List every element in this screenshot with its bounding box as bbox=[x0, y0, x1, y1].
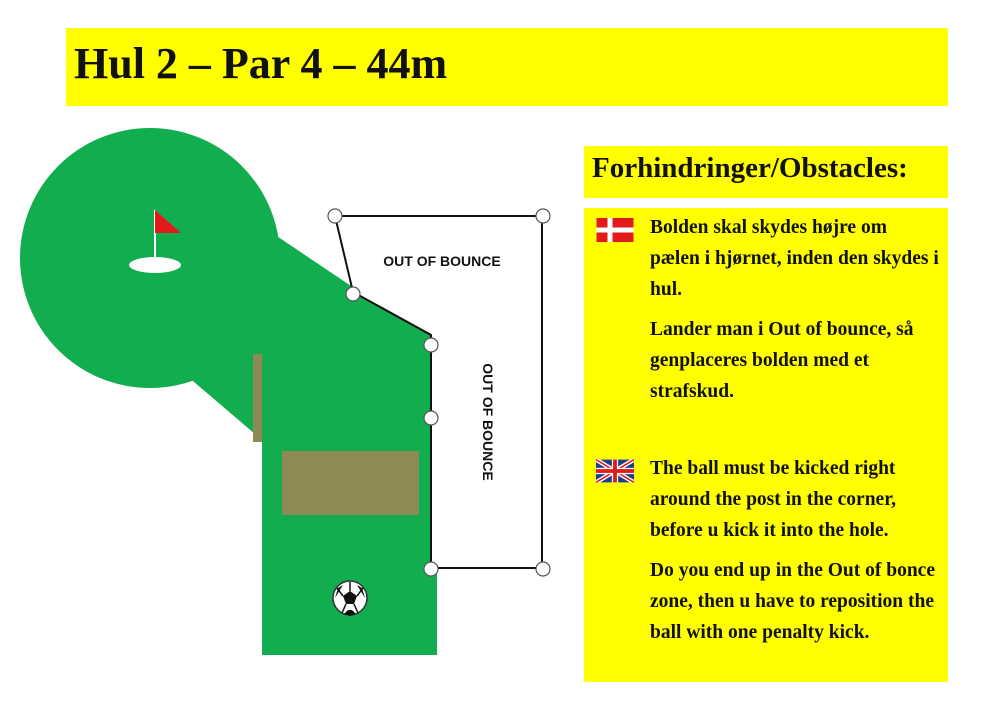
oob-top-label: OUT OF BOUNCE bbox=[383, 253, 501, 269]
obstacles-heading-box bbox=[584, 146, 948, 198]
english-penalty-text: Do you end up in the Out of bonce zone, then u have to reposition the ball with one penalty kick. bbox=[650, 560, 935, 643]
sand-obstacle bbox=[282, 451, 419, 515]
danish-penalty-text: Lander man i Out of bounce, så genplaceres bolden med et strafskud. bbox=[650, 319, 914, 402]
post-marker bbox=[424, 411, 438, 425]
soccer-ball-icon bbox=[333, 581, 367, 616]
wooden-post-obstacle bbox=[253, 354, 262, 442]
post-marker bbox=[424, 562, 438, 576]
obstacles-panel bbox=[584, 208, 948, 682]
corner-post-marker bbox=[346, 287, 360, 301]
danish-rule-text: Bolden skal skydes højre om pælen i hjørnet, inden den skydes i hul. bbox=[650, 217, 939, 300]
post-marker bbox=[328, 209, 342, 223]
denmark-flag-icon bbox=[596, 218, 634, 242]
post-marker bbox=[536, 562, 550, 576]
post-marker bbox=[424, 338, 438, 352]
english-rule-text: The ball must be kicked right around the post in the corner, before u kick it into the hole. bbox=[650, 458, 896, 541]
uk-flag-icon bbox=[596, 459, 634, 483]
page-title: Hul 2 – Par 4 – 44m bbox=[74, 39, 448, 88]
post-marker bbox=[536, 209, 550, 223]
obstacles-heading: Forhindringer/Obstacles: bbox=[592, 152, 908, 184]
oob-side-label: OUT OF BOUNCE bbox=[480, 363, 496, 481]
